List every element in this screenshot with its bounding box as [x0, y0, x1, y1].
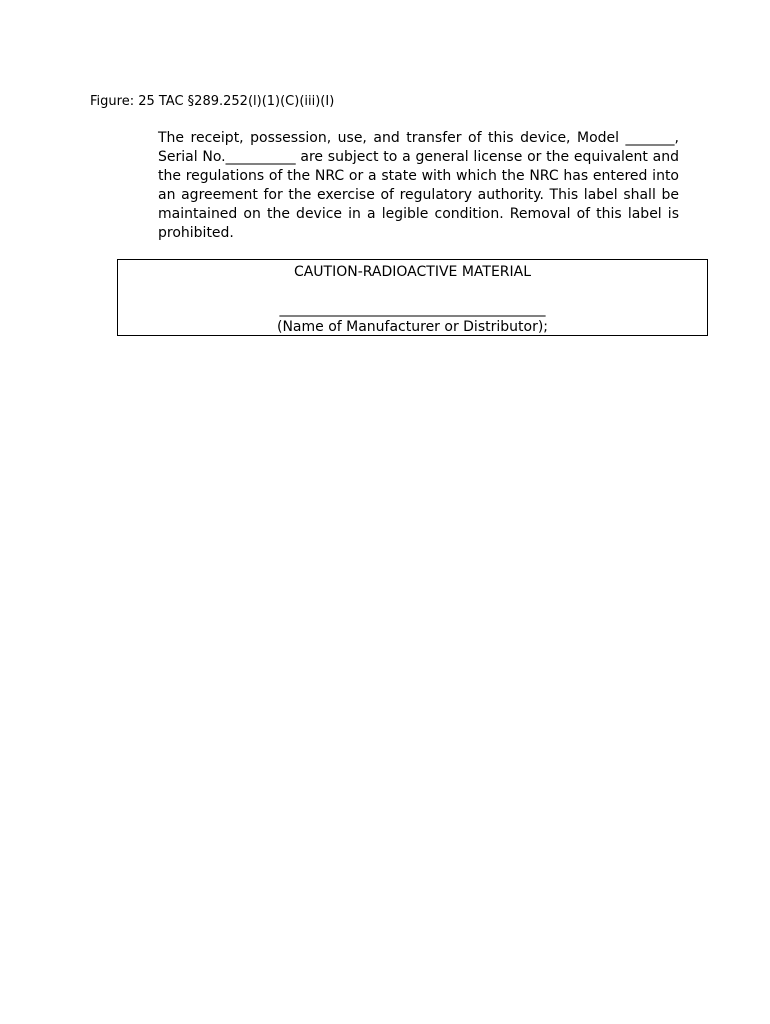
manufacturer-caption: (Name of Manufacturer or Distributor);: [276, 319, 549, 335]
manufacturer-blank-line: ______________________________________: [279, 301, 546, 317]
regulation-paragraph: The receipt, possession, use, and transfer of this device, Model _______, Serial No.__________ are subject to a general license or the equivalent and the regulations of the NRC or a state with which the NRC has entered into an agreement for the exercise of regulatory authority. This label shall be maintained on the device in a legible condition. Removal of this label is prohibited.: [158, 130, 679, 241]
figure-label: Figure: 25 TAC §289.252(l)(1)(C)(iii)(I): [90, 94, 335, 109]
caution-label-box: [117, 259, 708, 336]
caution-label-title: CAUTION-RADIOACTIVE MATERIAL: [293, 264, 532, 280]
